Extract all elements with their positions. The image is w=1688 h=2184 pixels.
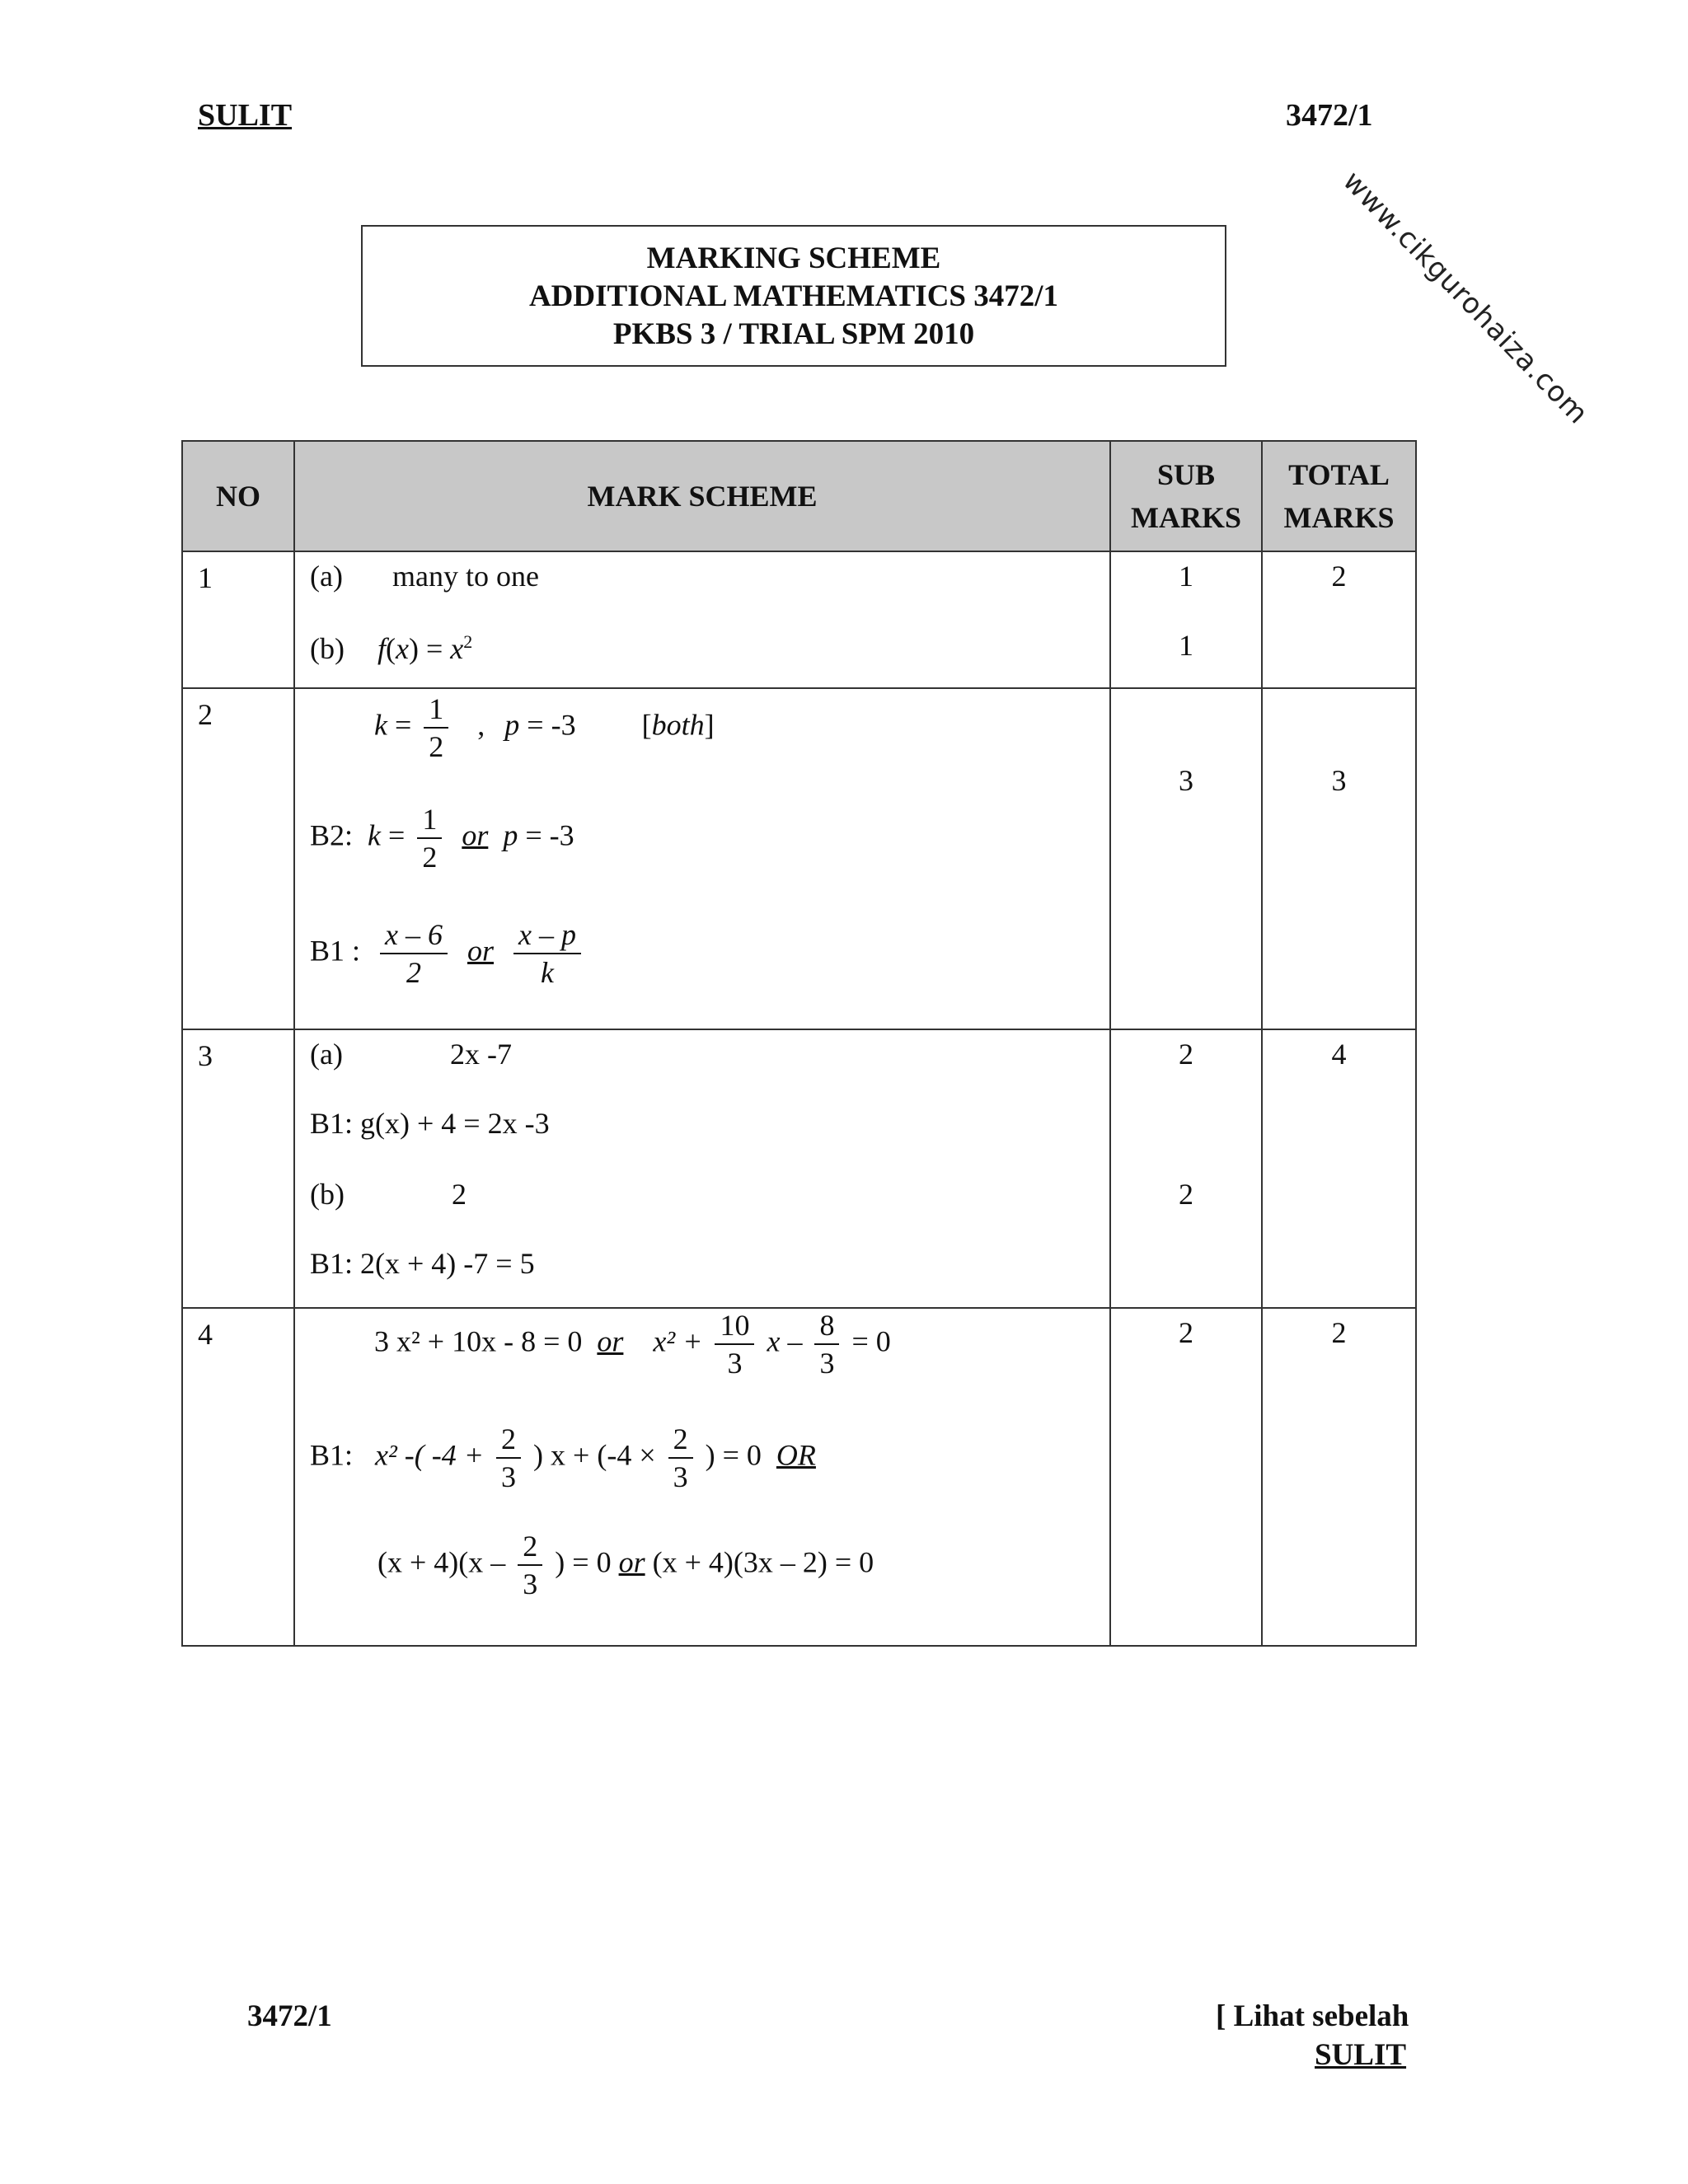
row-number: 2: [182, 688, 294, 1029]
answer-line: (a) 2x -7: [310, 1038, 512, 1071]
fraction: $\frac{2}{3}$: [518, 1531, 542, 1599]
marking-table: [181, 440, 1417, 1647]
header-mark-scheme: MARK SCHEME: [294, 441, 1110, 551]
row-number: 1: [182, 551, 294, 688]
answer-line: B2: k = $\frac{1}{2}$ or p = -3: [310, 803, 574, 874]
fraction: $\frac{1}{2}$: [424, 694, 448, 762]
header-no: NO: [182, 441, 294, 551]
answer-line: B1: g(x) + 4 = 2x -3: [310, 1107, 550, 1140]
watermark-url: www.cikgurohaiza.com: [1336, 165, 1595, 431]
answer-line: (a) many to one: [310, 560, 539, 593]
title-box: [361, 225, 1226, 367]
answer-line: B1: x² -( -4 + $\frac{2}{3}$ ) x + (-4 × $\frac{2}{3}$ ) = 0 OR: [310, 1422, 816, 1493]
footer-paper-code: 3472/1: [247, 1999, 332, 2033]
sub-marks-cell: 2: [1110, 1308, 1262, 1646]
header-paper-code: 3472/1: [1286, 98, 1373, 133]
fraction: $\frac{2}{3}$: [496, 1424, 521, 1492]
answer-line: (b) $f(x) = x^2$: [310, 631, 473, 665]
total-marks-cell: 2: [1262, 551, 1416, 688]
total-marks-cell: 3: [1262, 688, 1416, 1029]
footer-next-page: [ Lihat sebelah: [1216, 1999, 1409, 2033]
scheme-cell: [294, 688, 1110, 1029]
total-marks-cell: 4: [1262, 1029, 1416, 1308]
table-row: [182, 688, 1416, 1029]
answer-line: (x + 4)(x – $\frac{2}{3}$ ) = 0 or (x + 4)(3x – 2) = 0: [377, 1530, 874, 1601]
fraction: $\frac{1}{2}$: [417, 804, 442, 872]
header-sulit: SULIT: [198, 98, 293, 133]
scheme-cell: [294, 1308, 1110, 1646]
row-number: 4: [182, 1308, 294, 1646]
header-total-marks: TOTAL MARKS: [1262, 441, 1416, 551]
title-line-2: ADDITIONAL MATHEMATICS 3472/1: [528, 279, 1059, 313]
answer-line: B1: 2(x + 4) -7 = 5: [310, 1247, 535, 1280]
answer-line: (b) 2: [310, 1178, 467, 1211]
header-sub-marks: SUB MARKS: [1110, 441, 1262, 551]
fraction: $\frac{x - 6}{2}$: [380, 920, 448, 987]
sub-marks-cell: 1 1: [1110, 551, 1262, 688]
answer-line: 3 x² + 10x - 8 = 0 or x² + $\frac{10}{3}$ x – $\frac{8}{3}$ = 0: [374, 1309, 891, 1380]
answer-line: B1 : $\frac{x - 6}{2}$ or $\frac{x - p}{k}$: [310, 920, 586, 987]
row-number: 3: [182, 1029, 294, 1308]
table-row: [182, 551, 1416, 688]
table-row: [182, 1308, 1416, 1646]
answer-line: k = $\frac{1}{2}$ , p = -3 [both]: [374, 692, 715, 763]
scheme-cell: [294, 1029, 1110, 1308]
title-line-3: PKBS 3 / TRIAL SPM 2010: [612, 317, 975, 351]
scheme-cell: [294, 551, 1110, 688]
table-row: [182, 1029, 1416, 1308]
table-header-row: [182, 441, 1416, 551]
footer-sulit: SULIT: [1315, 2038, 1407, 2072]
sub-marks-cell: 3: [1110, 688, 1262, 1029]
fraction: $\frac{10}{3}$: [715, 1310, 754, 1378]
fraction: $\frac{8}{3}$: [814, 1310, 839, 1378]
fraction: $\frac{x - p}{k}$: [513, 920, 581, 987]
fraction: $\frac{2}{3}$: [668, 1424, 693, 1492]
total-marks-cell: 2: [1262, 1308, 1416, 1646]
sub-marks-cell: 2 2: [1110, 1029, 1262, 1308]
title-line-1: MARKING SCHEME: [646, 241, 941, 275]
